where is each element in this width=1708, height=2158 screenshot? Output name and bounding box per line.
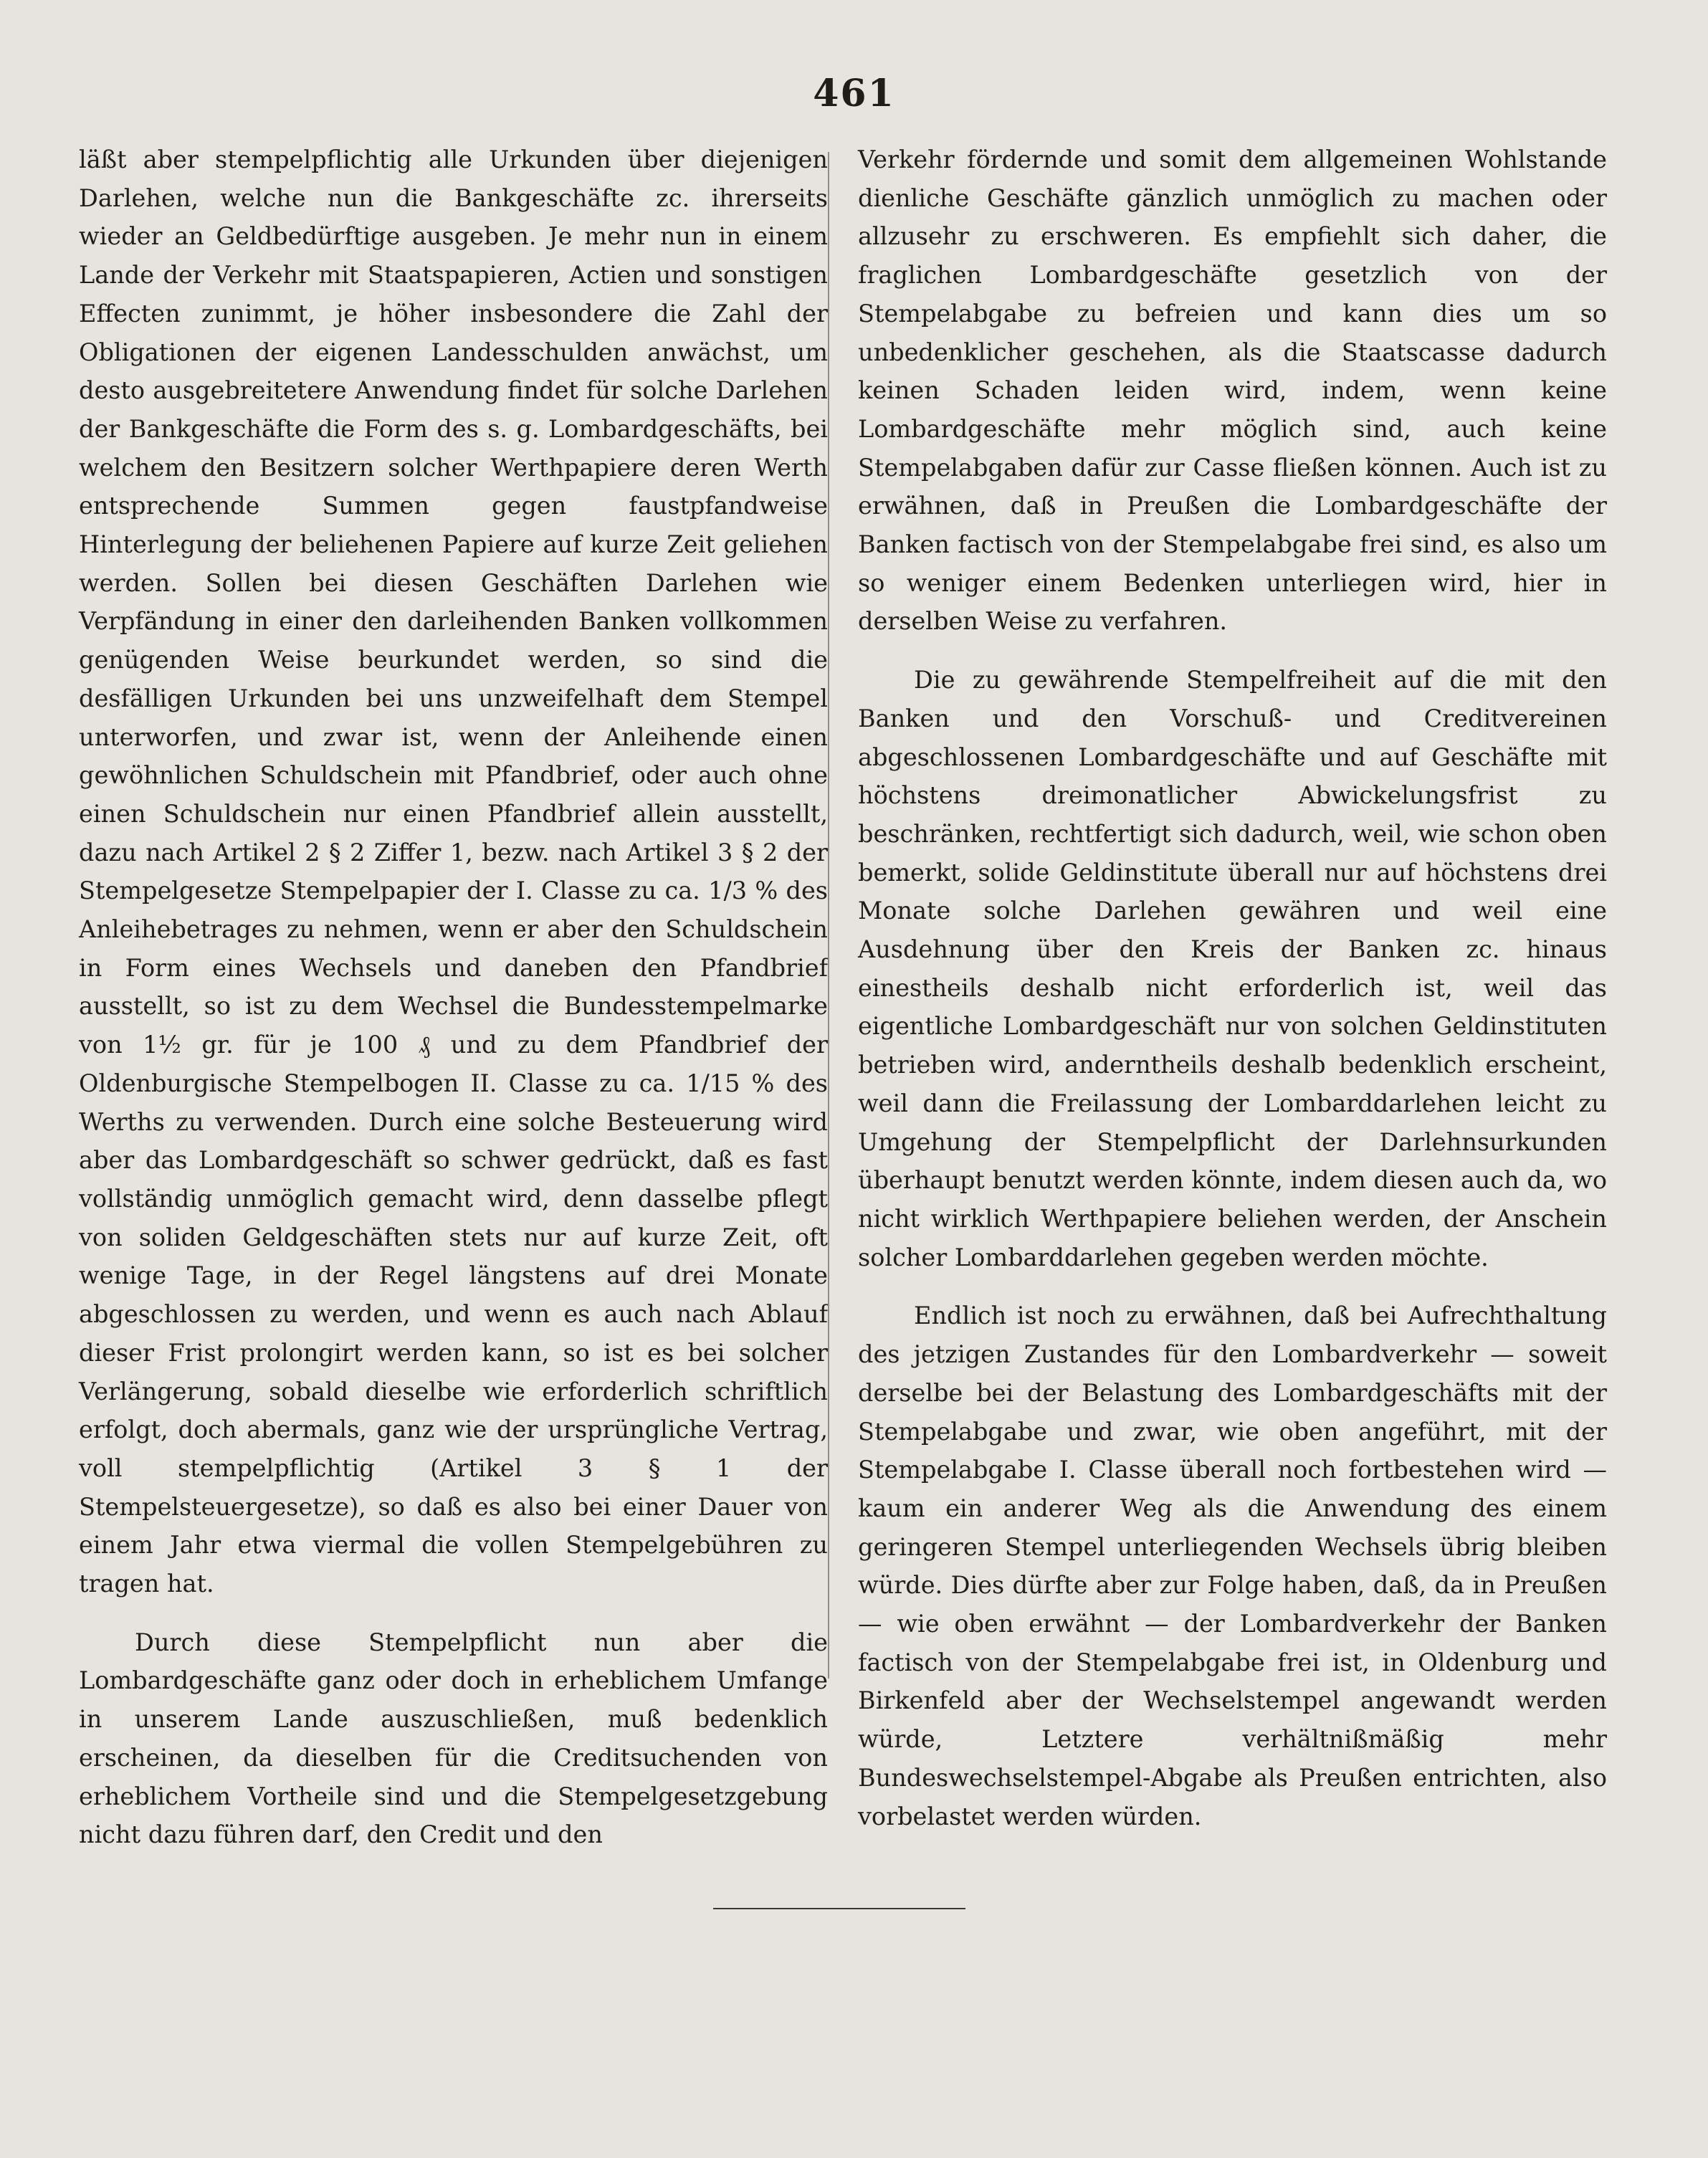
end-rule bbox=[713, 1908, 965, 1909]
right-column bbox=[858, 140, 1607, 1835]
column-divider bbox=[828, 152, 829, 1679]
page-number: 461 bbox=[813, 72, 895, 115]
left-column bbox=[79, 140, 828, 1854]
paragraph: Verkehr fördernde und somit dem allgemeinen Wohlstande dienliche Geschäfte gänzlich unmöglich zu machen oder allzusehr zu erschweren. Es empfiehlt sich daher, die fraglichen Lombardgeschäfte gesetzlich von der Stempelabgabe zu befreien und kann dies um so unbedenklicher geschehen, als die Staatscasse dadurch keinen Schaden leiden wird, indem, wenn keine Lombardgeschäfte mehr möglich sind, auch keine Stempelabgaben dafür zur Casse fließen können. Auch ist zu erwähnen, daß in Preußen die Lombardgeschäfte der Banken factisch von der Stempelabgabe frei sind, es also um so weniger einem Bedenken unterliegen wird, hier in derselben Weise zu verfahren. bbox=[858, 145, 1607, 636]
paragraph: Die zu gewährende Stempelfreiheit auf die mit den Banken und den Vorschuß- und Creditvereinen abgeschlossenen Lombardgeschäfte und auf Geschäfte mit höchstens dreimonatlicher Abwickelungsfrist zu beschränken, rechtfertigt sich dadurch, weil, wie schon oben bemerkt, solide Geldinstitute überall nur auf höchstens drei Monate solche Darlehen gewähren und weil eine Ausdehnung über den Kreis der Banken zc. hinaus einestheils deshalb nicht erforderlich ist, weil das eigentliche Lombardgeschäft nur von solchen Geldinstituten betrieben wird, anderntheils deshalb bedenklich erscheint, weil dann die Freilassung der Lombarddarlehen leicht zu Umgehung der Stempelpflicht der Darlehnsurkunden überhaupt benutzt werden könnte, indem diesen auch da, wo nicht wirklich Werthpapiere beliehen werden, der Anschein solcher Lombarddarlehen gegeben werden möchte. bbox=[858, 666, 1607, 1271]
paragraph: Endlich ist noch zu erwähnen, daß bei Aufrechthaltung des jetzigen Zustandes für den Lombardverkehr — soweit derselbe bei der Belastung des Lombardgeschäfts mit der Stempelabgabe und zwar, wie oben angeführt, mit der Stempelabgabe I. Classe überall noch fortbestehen wird — kaum ein anderer Weg als die Anwendung des einem geringeren Stempel unterliegenden Wechsels übrig bleiben würde. Dies dürfte aber zur Folge haben, daß, da in Preußen — wie oben erwähnt — der Lombardverkehr der Banken factisch von der Stempelabgabe frei ist, in Oldenburg und Birkenfeld aber der Wechselstempel angewandt werden würde, Letztere verhältnißmäßig mehr Bundeswechselstempel-Abgabe als Preußen entrichten, also vorbelastet werden würden. bbox=[858, 1302, 1607, 1830]
paragraph: Durch diese Stempelpflicht nun aber die Lombardgeschäfte ganz oder doch in erheblichem Umfange in unserem Lande auszuschließen, muß bedenklich erscheinen, da dieselben für die Creditsuchenden von erheblichem Vortheile sind und die Stempelgesetzgebung nicht dazu führen darf, den Credit und den bbox=[79, 1628, 828, 1849]
paragraph: läßt aber stempelpflichtig alle Urkunden über diejenigen Darlehen, welche nun die Bankgeschäfte zc. ihrerseits wieder an Geldbedürftige ausgeben. Je mehr nun in einem Lande der Verkehr mit Staatspapieren, Actien und sonstigen Effecten zunimmt, je höher insbesondere die Zahl der Obligationen der eigenen Landesschulden anwächst, um desto ausgebreitetere Anwendung findet für solche Darlehen der Bankgeschäfte die Form des s. g. Lombardgeschäfts, bei welchem den Besitzern solcher Werthpapiere deren Werth entsprechende Summen gegen faustpfandweise Hinterlegung der beliehenen Papiere auf kurze Zeit geliehen werden. Sollen bei diesen Geschäften Darlehen wie Verpfändung in einer den darleihenden Banken vollkommen genügenden Weise beurkundet werden, so sind die desfälligen Urkunden bei uns unzweifelhaft dem Stempel unterworfen, und zwar ist, wenn der Anleihende einen gewöhnlichen Schuldschein mit Pfandbrief, oder auch ohne einen Schuldschein nur einen Pfandbrief allein ausstellt, dazu nach Artikel 2 § 2 Ziffer 1, bezw. nach Artikel 3 § 2 der Stempelgesetze Stempelpapier der I. Classe zu ca. 1/3 % des Anleihebetrages zu nehmen, wenn er aber den Schuldschein in Form eines Wechsels und daneben den Pfandbrief ausstellt, so ist zu dem Wechsel die Bundesstempelmarke von 1½ gr. für je 100 ₰ und zu dem Pfandbrief der Oldenburgische Stempelbogen II. Classe zu ca. 1/15 % des Werths zu verwenden. Durch eine solche Besteuerung wird aber das Lombardgeschäft so schwer gedrückt, daß es fast vollständig unmöglich gemacht wird, denn dasselbe pflegt von soliden Geldgeschäften stets nur auf kurze Zeit, oft wenige Tage, in der Regel längstens auf drei Monate abgeschlossen zu werden, und wenn es auch nach Ablauf dieser Frist prolongirt werden kann, so ist es bei solcher Verlängerung, sobald dieselbe wie erforderlich schriftlich erfolgt, doch abermals, ganz wie der ursprüngliche Vertrag, voll stempelpflichtig (Artikel 3 § 1 der Stempelsteuergesetze), so daß es also bei einer Dauer von einem Jahr etwa viermal die vollen Stempelgebühren zu tragen hat. bbox=[79, 145, 828, 1598]
